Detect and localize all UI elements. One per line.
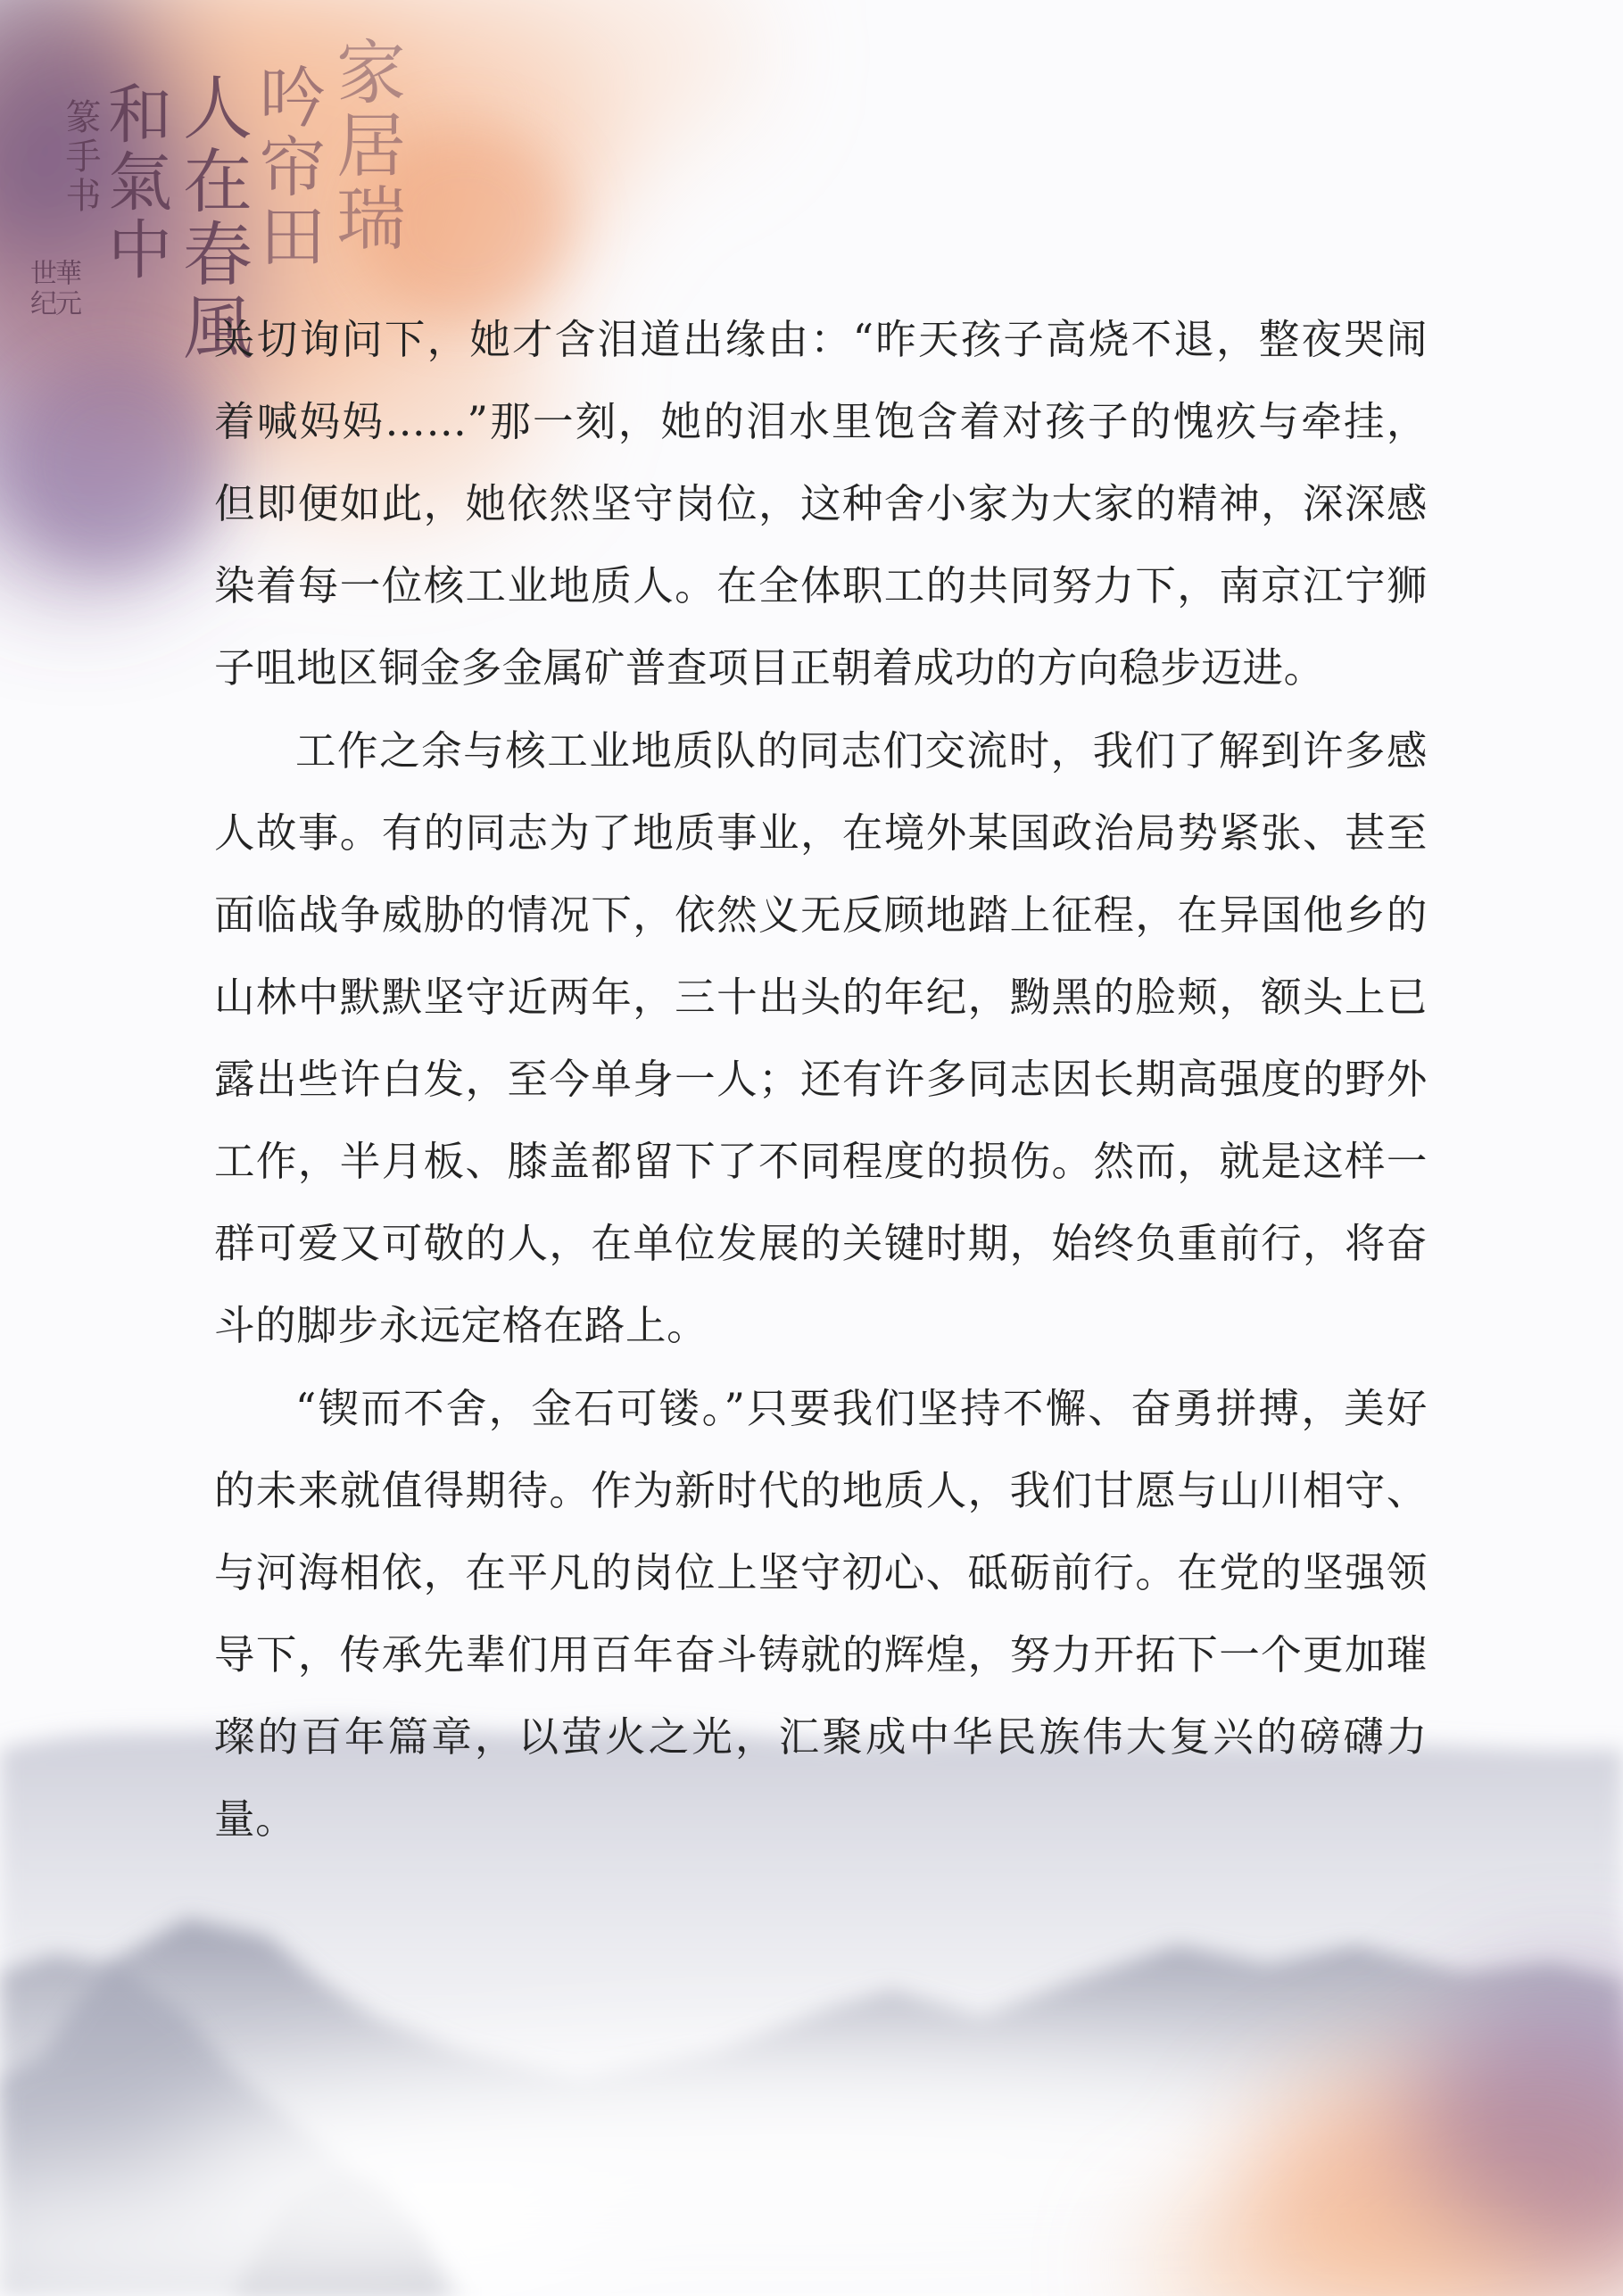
paragraph: 工作之余与核工业地质队的同志们交流时，我们了解到许多感人故事。有的同志为了地质事业，在境外某国政治局势紧张、甚至面临战争威胁的情况下，依然义无反顾地踏上征程，在异国他乡的山林中默默坚守近两年，三十出头的年纪，黝黑的脸颊，额头上已露出些许白发，至今单身一人；还有许多同志因长期高强度的野外工作，半月板、膝盖都留下了不同程度的损伤。然而，就是这样一群可爱又可敬的人，在单位发展的关键时期，始终负重前行，将奋斗的脚步永远定格在路上。 [214,727,1428,1349]
calligraphy-line: 華元 [50,259,81,319]
article-body [214,299,1428,1861]
calligraphy-line: 和氣中 [97,80,172,284]
calligraphy-line: 人在春風 [171,71,252,364]
calligraphy-line: 篆手书 [60,98,101,216]
paragraph: “锲而不舍，金石可镂。”只要我们坚持不懈、奋勇拼搏，美好的未来就值得期待。作为新时代的地质人，我们甘愿与山川相守、与河海相依，在平凡的岗位上坚守初心、砥砺前行。在党的坚强领导下，传承先辈们用百年奋斗铸就的辉煌，努力开拓下一个更加璀璨的百年篇章，以萤火之光，汇聚成中华民族伟大复兴的磅礴力量。 [214,1385,1428,1843]
paragraph: 关切询问下，她才含泪道出缘由：“昨天孩子高烧不退，整夜哭闹着喊妈妈……”那一刻，她的泪水里饱含着对孩子的愧疚与牵挂，但即便如此，她依然坚守岗位，这种舍小家为大家的精神，深深感染着每一位核工业地质人。在全体职工的共同努力下，南京江宁狮子咀地区铜金多金属矿普查项目正朝着成功的方向稳步迈进。 [214,316,1428,692]
calligraphy-line: 家居瑞 [325,36,405,255]
calligraphy-line: 吟帘田 [249,62,326,271]
calligraphy-line: 世纪 [25,259,56,319]
